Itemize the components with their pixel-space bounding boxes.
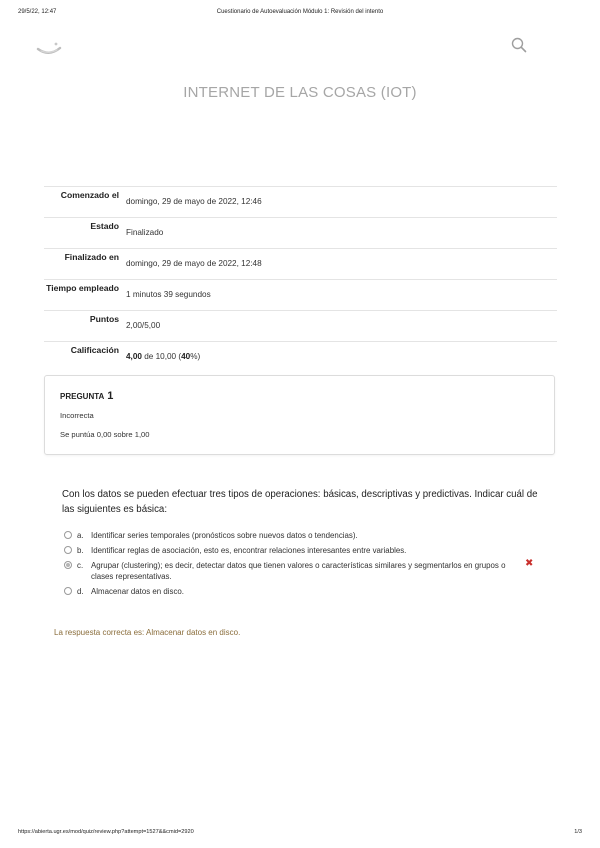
answer-text: Almacenar datos en disco.	[91, 587, 184, 596]
print-date: 29/5/22, 12:47	[18, 9, 57, 15]
summary-label: Comenzado el	[60, 190, 119, 200]
grade-out-of: de 10,00 (	[141, 352, 182, 361]
answer-option-b[interactable]	[64, 545, 544, 556]
summary-value: 1 minutos 39 segundos	[126, 290, 211, 299]
print-url: https://abierta.ugr.es/mod/quiz/review.php?attempt=1527&&cmid=2920	[18, 829, 194, 835]
summary-row-time-taken	[44, 279, 557, 310]
answer-text: Identificar series temporales (pronósticos sobre nuevos datos o tendencias).	[91, 531, 358, 540]
print-page-number: 1/3	[574, 829, 582, 835]
answer-list	[64, 530, 544, 601]
question-text: Con los datos se pueden efectuar tres tipos de operaciones: básicas, descriptivas y predictivas. Indicar cuál de las siguientes es básica:	[62, 489, 538, 515]
answer-letter: c.	[77, 561, 84, 570]
summary-row-state	[44, 217, 557, 248]
summary-label: Puntos	[89, 314, 119, 324]
question-label: PREGUNTA	[60, 392, 105, 401]
grade-percent-sign: %)	[190, 352, 201, 361]
answer-letter: d.	[77, 587, 84, 596]
answer-option-d[interactable]	[64, 586, 544, 597]
print-footer	[0, 829, 600, 839]
summary-value: 2,00/5,00	[126, 321, 161, 330]
summary-row-finished	[44, 248, 557, 279]
radio-button[interactable]	[64, 531, 72, 539]
question-state: Incorrecta	[60, 411, 94, 420]
radio-button-selected[interactable]	[64, 561, 72, 569]
answer-option-c[interactable]	[64, 560, 544, 582]
summary-label: Calificación	[70, 345, 119, 355]
search-icon[interactable]	[511, 37, 527, 53]
answer-letter: a.	[77, 531, 84, 540]
summary-row-started	[44, 186, 557, 217]
print-header	[0, 9, 600, 21]
answer-option-a[interactable]	[64, 530, 544, 541]
summary-row-grade	[44, 341, 557, 372]
summary-label: Finalizado en	[64, 252, 119, 262]
summary-value: Finalizado	[126, 228, 164, 237]
radio-button[interactable]	[64, 546, 72, 554]
summary-value: domingo, 29 de mayo de 2022, 12:48	[126, 259, 262, 268]
print-title: Cuestionario de Autoevaluación Módulo 1: Revisión del intento	[216, 9, 384, 15]
course-title: INTERNET DE LAS COSAS (IOT)	[183, 84, 417, 101]
grade-score: 4,00	[126, 352, 142, 361]
answer-text: Agrupar (clustering); es decir, detectar datos que tienen valores o características similares y segmentarlos en grupos o clases representativas.	[91, 561, 506, 581]
summary-label: Tiempo empleado	[46, 283, 119, 293]
question-heading	[60, 390, 113, 402]
answer-letter: b.	[77, 546, 84, 555]
summary-value: domingo, 29 de mayo de 2022, 12:46	[126, 197, 262, 206]
question-grade: Se puntúa 0,00 sobre 1,00	[60, 430, 150, 439]
answer-text: Identificar reglas de asociación, esto es, encontrar relaciones interesantes entre variables.	[91, 546, 407, 555]
summary-row-points	[44, 310, 557, 341]
grade-percent: 40	[181, 352, 191, 361]
question-number: 1	[107, 390, 114, 402]
question-info-box	[44, 375, 555, 455]
incorrect-icon: ✖	[525, 558, 534, 569]
correct-answer-feedback: La respuesta correcta es: Almacenar datos en disco.	[54, 628, 241, 637]
attempt-summary-table	[44, 186, 557, 372]
summary-label: Estado	[90, 221, 119, 231]
radio-button[interactable]	[64, 587, 72, 595]
summary-value	[126, 352, 200, 361]
moodle-logo-icon[interactable]	[36, 40, 62, 58]
